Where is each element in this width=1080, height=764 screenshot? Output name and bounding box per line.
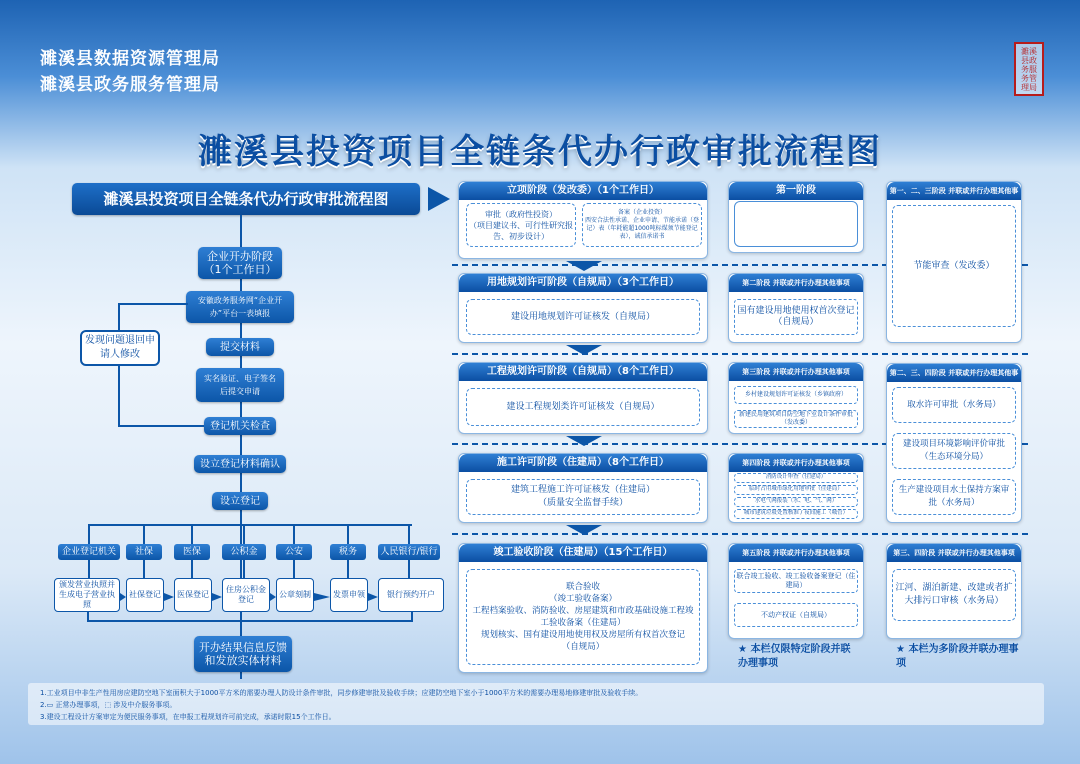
flow-header: 濉溪县投资项目全链条代办行政审批流程图: [72, 183, 420, 215]
collect-down: [240, 620, 242, 636]
flow-step-4: 登记机关检查: [204, 417, 276, 435]
collect-r: [411, 612, 413, 620]
footnote-3: 3.建设工程设计方案审定为便民服务事项，在申报工程规划许可前完成，承诺时限15个工作日。: [40, 713, 336, 721]
collect-line: [87, 620, 413, 622]
col3-item-1-0: 取水许可审批（水务局）: [892, 387, 1016, 423]
dept-line-0: [88, 560, 90, 578]
stage-separator-3: [452, 533, 1028, 535]
col2-head-1: 第二阶段 并联或并行办理其他事项: [729, 274, 863, 292]
flow-step-2: 提交材料: [206, 338, 274, 356]
col2-item-4-0: 联合竣工验收、竣工验收备案登记（住建局）: [734, 569, 858, 593]
col2-item-3-0: 消防设计审查（住建局）: [734, 473, 858, 483]
dept-arrow-1: [164, 593, 174, 601]
col3-item-1-1: 建设项目环境影响评价审批（生态环境分局）: [892, 433, 1016, 469]
stage-item-0-0: 审批（政府性投资） （项目建议书、可行性研究报告、初步设计）: [466, 203, 576, 247]
dept-arrow-5: [368, 593, 378, 601]
dept-line-2: [191, 560, 193, 578]
stage-item-3-0: 建筑工程施工许可证核发（住建局） （质量安全监督手续）: [466, 479, 700, 515]
return-line-bottom: [118, 425, 204, 427]
stage-head-1: 用地规划许可阶段（自规局）（3个工作日）: [459, 274, 707, 292]
dept-line-6: [408, 560, 410, 578]
page-title: 濉溪县投资项目全链条代办行政审批流程图: [198, 132, 882, 172]
col2-item-2-0: 乡村建设规划许可证核发（乡镇政府）: [734, 386, 858, 404]
footnote-1: 1.工业项目中非生产性用房应建防空地下室面积大于1000平方米的需要办理人防设计条件审批，同步修建审批及验收手续；应建防空地下室小于1000平方米的需要办理易地修建审批及验收手续。: [40, 689, 643, 697]
col2-note: ★ 本栏仅限特定阶段并联办理事项: [738, 644, 851, 669]
dept-connector-2: [191, 524, 193, 544]
footnotes: [28, 683, 1044, 725]
return-line-top: [118, 303, 188, 305]
dept-4: 公安: [276, 544, 312, 560]
col2-item-2-1: 新建民用建筑项目防空地下室设计条件审批（发改委）: [734, 410, 858, 428]
dept-task-2: 医保登记: [174, 578, 212, 612]
branch-line: [88, 524, 412, 526]
org-name-2: 濉溪县政务服务管理局: [40, 75, 220, 95]
col3-item-1-2: 生产建设项目水土保持方案审批（水务局）: [892, 479, 1016, 515]
dept-5: 税务: [330, 544, 366, 560]
col2-item-3-3: 城市建筑垃圾处置核准 / 夜间施工（城管）: [734, 509, 858, 519]
col2-item-4-1: 不动产权证（自规局）: [734, 603, 858, 627]
stage-head-0: 立项阶段（发改委）（1个工作日）: [459, 182, 707, 200]
dept-3: 公积金: [222, 544, 266, 560]
dept-line-3: [243, 560, 245, 578]
dept-2: 医保: [174, 544, 210, 560]
dept-1: 社保: [126, 544, 162, 560]
dept-line-5: [347, 560, 349, 578]
return-line-down: [118, 366, 120, 426]
dept-connector-6: [408, 524, 410, 544]
dept-task-1: 社保登记: [126, 578, 164, 612]
stage-item-2-0: 建设工程规划类许可证核发（自规局）: [466, 388, 700, 426]
dept-connector-0: [88, 524, 90, 544]
dept-line-1: [143, 560, 145, 578]
dept-arrow-2: [212, 593, 222, 601]
stage-item-0-1: 备案（企业投资） 西安合法性承诺、企业申请、节能承诺（登记）表（年耗能超1000吨标煤须节能登记表），诚信承诺书: [582, 203, 702, 247]
stage-head-3: 施工许可阶段（住建局）（8个工作日）: [459, 454, 707, 472]
col2-empty-box: [734, 201, 858, 247]
seal-logo: 濉溪县政务服务管理局: [1014, 42, 1044, 96]
return-line-up: [118, 303, 120, 330]
col3-item-0-0: 节能审查（发改委）: [892, 205, 1016, 327]
col3-note: ★ 本栏为多阶段并联办理事项: [896, 644, 1019, 669]
dept-line-4: [293, 560, 295, 578]
stage-item-1-0: 建设用地规划许可证核发（自规局）: [466, 299, 700, 335]
dept-task-4: 公章刻制: [276, 578, 314, 612]
flow-final: 开办结果信息反馈和发放实体材料: [194, 636, 292, 672]
col2-item-1-0: 国有建设用地使用权首次登记（自规局）: [734, 299, 858, 335]
dept-task-0: 颁发营业执照并生成电子营业执照: [54, 578, 120, 612]
col2-item-3-1: 临时占用城市绿化用地审批（住建局）: [734, 485, 858, 495]
col2-head-2: 第三阶段 并联或并行办理其他事项: [729, 363, 863, 381]
flow-stage: 企业开办阶段 （1个工作日）: [198, 247, 282, 279]
dept-6: 人民银行/银行: [378, 544, 440, 560]
col2-head-4: 第五阶段 并联或并行办理其他事项: [729, 544, 863, 562]
stage-arrow-0: [566, 261, 602, 271]
arrow-right-icon: [428, 187, 450, 211]
stage-item-4-0: 联合验收 （竣工验收备案） 工程档案验收、消防验收、房屋建筑和市政基础设施工程竣工验收备案（住建局） 规划核实、国有建设用地使用权及房屋所有权首次登记 （自规局）: [466, 569, 700, 665]
stage-separator-1: [452, 353, 1028, 355]
dept-arrow-4: [314, 593, 330, 601]
col3-head-2: 第三、四阶段 并联或并行办理其他事项: [887, 544, 1021, 562]
dept-0: 企业登记机关: [58, 544, 120, 560]
dept-connector-5: [347, 524, 349, 544]
flow-step-6: 设立登记: [212, 492, 268, 510]
stage-head-2: 工程规划许可阶段（自规局）（8个工作日）: [459, 363, 707, 381]
col2-head-0: 第一阶段: [729, 182, 863, 200]
stage-head-4: 竣工验收阶段（住建局）（15个工作日）: [459, 544, 707, 562]
footnote-2: 2.▭ 正常办理事项，⬚ 涉及中介服务事项。: [40, 701, 177, 709]
col3-head-0: 第一、二、三阶段 并联或并行办理其他事项: [887, 182, 1021, 200]
dept-task-6: 银行预约开户: [378, 578, 444, 612]
return-box: 发现问题退回申请人修改: [80, 330, 160, 366]
collect-l: [87, 612, 89, 620]
flow-step-5: 设立登记材料确认: [194, 455, 286, 473]
dept-connector-4: [293, 524, 295, 544]
dept-task-3: 住房公积金登记: [222, 578, 270, 612]
dept-task-5: 发票申领: [330, 578, 368, 612]
col2-item-3-2: 水电气网报装（水、电、气、网）: [734, 497, 858, 507]
dept-connector-3: [243, 524, 245, 544]
col3-item-2-0: 江河、湖泊新建、改建或者扩大排污口审核（水务局）: [892, 569, 1016, 621]
dept-connector-1: [143, 524, 145, 544]
col2-head-3: 第四阶段 并联或并行办理其他事项: [729, 454, 863, 472]
flow-step-1: 安徽政务服务网“企业开办”平台一表填报: [186, 291, 294, 323]
col3-head-1: 第二、三、四阶段 并联或并行办理其他事项: [887, 364, 1021, 382]
flow-step-3: 实名验证、电子签名后提交申请: [196, 368, 284, 402]
org-name-1: 濉溪县数据资源管理局: [40, 49, 220, 69]
